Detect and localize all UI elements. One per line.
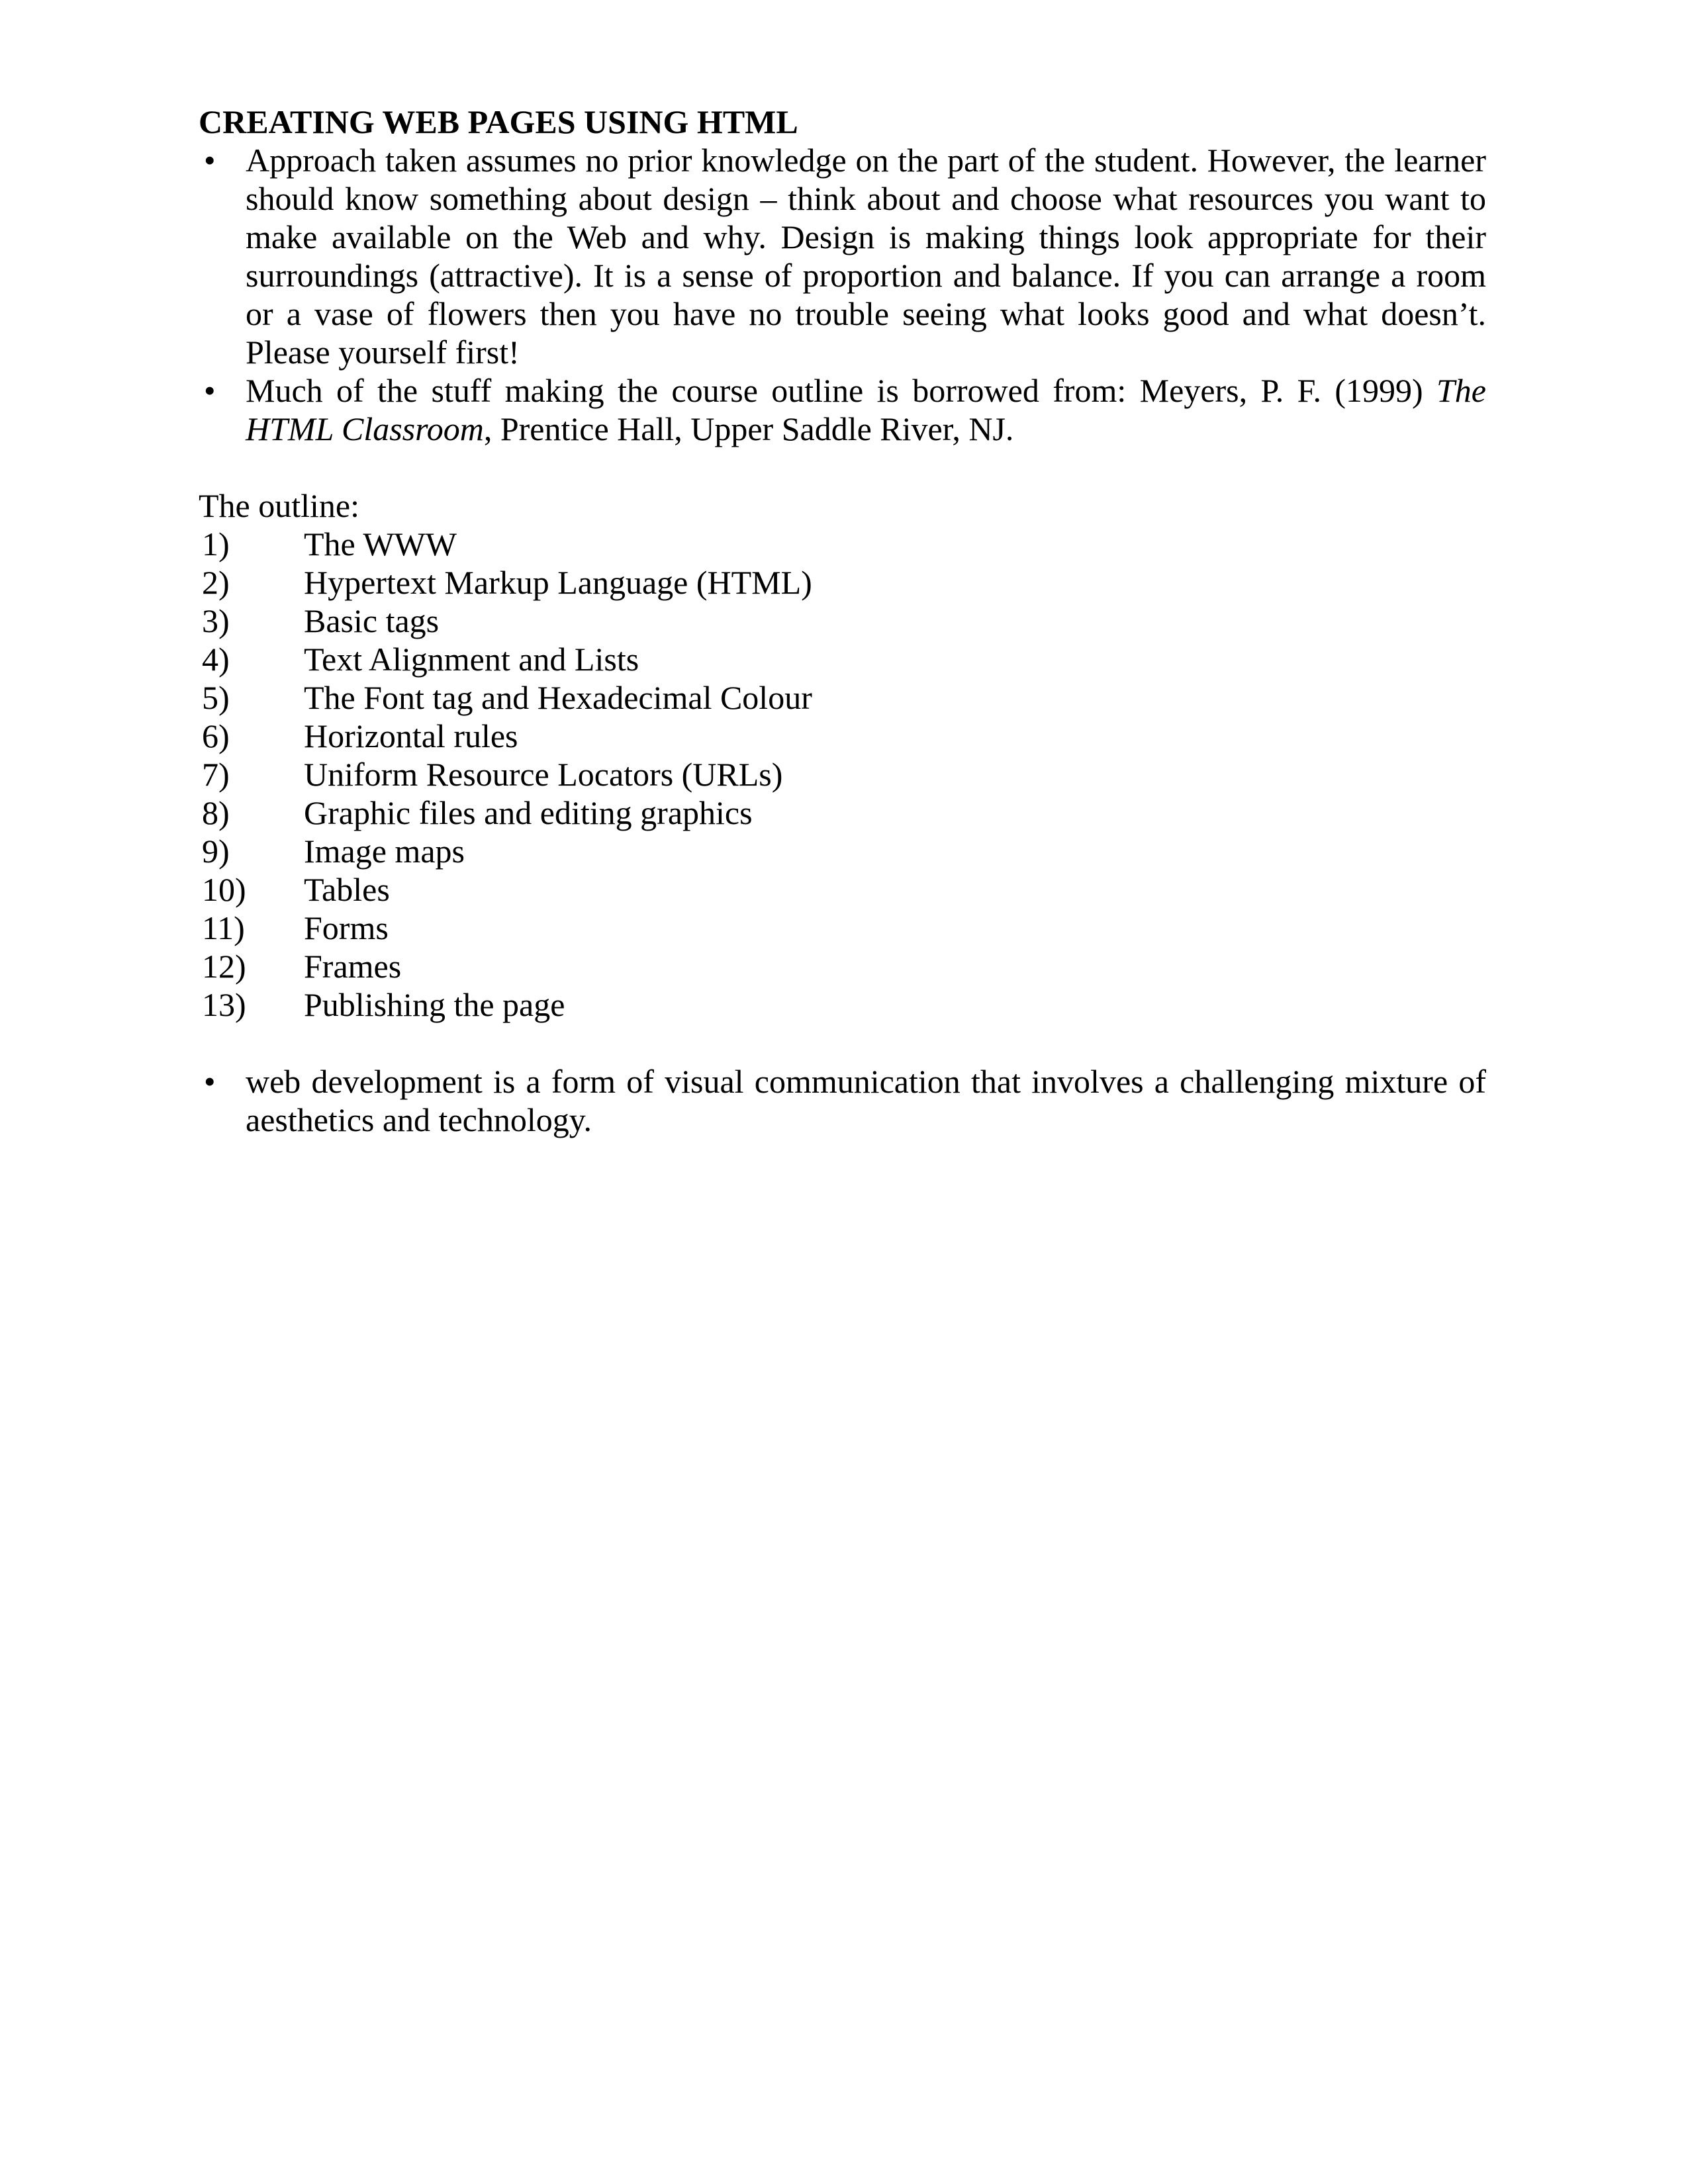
outline-item bbox=[199, 563, 1486, 602]
outline-item bbox=[199, 985, 1486, 1024]
outline-item bbox=[199, 755, 1486, 794]
outline-item-number: 12) bbox=[202, 948, 246, 985]
outline-item-number: 11) bbox=[202, 909, 245, 946]
outline-item-text: The Font tag and Hexadecimal Colour bbox=[304, 679, 812, 716]
text-segment: Much of the stuff making the course outline is borrowed from: Meyers, P. F. (1999) bbox=[246, 372, 1436, 409]
outline-item-text: Uniform Resource Locators (URLs) bbox=[304, 756, 783, 793]
bullet-text bbox=[246, 371, 1486, 448]
outline-item bbox=[199, 909, 1486, 947]
outline-item-number: 3) bbox=[202, 602, 230, 639]
text-segment: , Prentice Hall, Upper Saddle River, NJ. bbox=[483, 410, 1014, 447]
outline-item bbox=[199, 947, 1486, 985]
outline-item-number: 2) bbox=[202, 564, 230, 601]
bullet-icon: • bbox=[204, 1063, 216, 1100]
outline-item-number: 4) bbox=[202, 641, 230, 678]
outline-item-number: 7) bbox=[202, 756, 230, 793]
outline-item bbox=[199, 717, 1486, 755]
outline-item-text: Forms bbox=[304, 909, 389, 946]
document-page bbox=[199, 103, 1486, 1139]
text-segment: web development is a form of visual communication that involves a challenging mixture of aesthetics and technology. bbox=[246, 1063, 1486, 1138]
outline-item-text: Image maps bbox=[304, 833, 465, 870]
bullet-text bbox=[246, 1062, 1486, 1139]
outline-item-number: 13) bbox=[202, 986, 246, 1023]
outline-item-text: Frames bbox=[304, 948, 402, 985]
outline-item bbox=[199, 678, 1486, 717]
text-segment: Approach taken assumes no prior knowledge on the part of the student. However, the learner should know something about design – think about and choose what resources you want to make available on the Web and why. Design is making things look appropriate for their surroundings (attractive). It is a sense of proportion and balance. If you can arrange a room or a vase of flowers then you have no trouble seeing what looks good and what doesn’t. Please yourself first! bbox=[246, 142, 1486, 371]
outline-item-text: Text Alignment and Lists bbox=[304, 641, 639, 678]
bullet-icon: • bbox=[204, 142, 216, 179]
italic-text-segment: The HTML Classroom bbox=[246, 372, 1486, 447]
bullet-item bbox=[199, 1062, 1486, 1139]
outline-item-text: Hypertext Markup Language (HTML) bbox=[304, 564, 812, 601]
outline-item bbox=[199, 832, 1486, 870]
outline-item-text: Tables bbox=[304, 871, 390, 908]
outline-item bbox=[199, 870, 1486, 909]
outline-item bbox=[199, 525, 1486, 563]
bullet-icon: • bbox=[204, 372, 216, 409]
outline-item-text: Basic tags bbox=[304, 602, 440, 639]
bullet-text bbox=[246, 141, 1486, 371]
outline-item-text: Horizontal rules bbox=[304, 717, 518, 754]
outline-item-text: Graphic files and editing graphics bbox=[304, 794, 753, 831]
outline-item bbox=[199, 640, 1486, 678]
outline-item bbox=[199, 794, 1486, 832]
outline-item-number: 8) bbox=[202, 794, 230, 831]
bullet-item bbox=[199, 141, 1486, 371]
outline-item bbox=[199, 602, 1486, 640]
document-title: CREATING WEB PAGES USING HTML bbox=[199, 103, 798, 140]
outline-item-number: 10) bbox=[202, 871, 246, 908]
outline-item-text: The WWW bbox=[304, 525, 457, 563]
outline-item-number: 6) bbox=[202, 717, 230, 754]
bullet-item bbox=[199, 371, 1486, 448]
outline-item-number: 5) bbox=[202, 679, 230, 716]
outline-item-text: Publishing the page bbox=[304, 986, 565, 1023]
outline-item-number: 1) bbox=[202, 525, 230, 563]
outline-heading: The outline: bbox=[199, 487, 359, 524]
outline-item-number: 9) bbox=[202, 833, 230, 870]
